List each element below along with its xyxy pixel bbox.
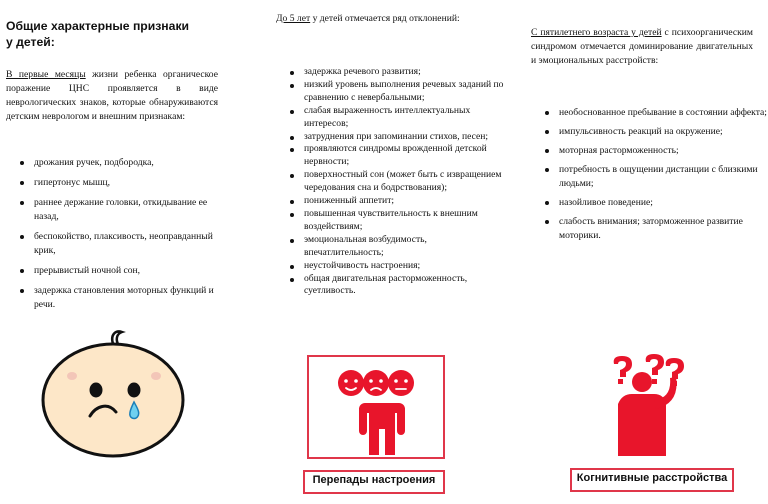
list-item: необоснованное пребывание в состоянии аффекта; xyxy=(559,106,768,120)
mood-swings-caption-text: Перепады настроения xyxy=(312,474,436,486)
heading-line-1: Общие характерные признаки xyxy=(6,19,190,33)
column1-intro xyxy=(6,68,218,124)
crying-baby-face-icon xyxy=(38,320,188,460)
list-item: неустойчивость настроения; xyxy=(304,260,504,273)
mood-swings-picture-frame xyxy=(307,355,445,459)
column1-heading xyxy=(6,18,221,50)
column3-list xyxy=(535,106,768,248)
list-item: потребность в ощущении дистанции с близкими людьми; xyxy=(559,163,768,191)
list-item: общая двигательная расторможенность, суетливость. xyxy=(304,273,504,299)
list-item: повышенная чувствительность к внешним воздействиям; xyxy=(304,208,504,234)
cognitive-disorders-caption-text: Когнитивные расстройства xyxy=(576,472,728,484)
list-item: раннее держание головки, откидывание ее назад, xyxy=(34,196,230,224)
mood-swings-faces-icon xyxy=(309,357,443,457)
list-item: моторная расторможенность; xyxy=(559,144,768,158)
list-item: задержка становления моторных функций и речи. xyxy=(34,284,230,312)
list-item: гипертонус мышц, xyxy=(34,176,230,190)
column1-intro-text: жизни ребенка органическое поражение ЦНС проявляется в виде неврологических знаков, которые обнаруживаются детским неврологом и внешним признакам: xyxy=(6,69,218,122)
column1-intro-underlined: В первые месяцы xyxy=(6,69,86,80)
cognitive-disorders-caption xyxy=(570,468,734,492)
heading-line-2: у детей: xyxy=(6,35,55,49)
list-item: эмоциональная возбудимость, впечатлительность; xyxy=(304,234,504,260)
list-item: слабая выраженность интеллектуальных интересов; xyxy=(304,105,504,131)
list-item: пониженный аппетит; xyxy=(304,195,504,208)
list-item: назойливое поведение; xyxy=(559,196,768,210)
confused-person-question-marks-icon xyxy=(590,352,700,462)
column3-intro-underlined: С пятилетнего возраста у детей xyxy=(531,27,662,38)
list-item: импульсивность реакций на окружение; xyxy=(559,125,768,139)
list-item: слабость внимания; заторможенное развитие моторики. xyxy=(559,215,768,243)
column2-intro xyxy=(276,12,482,26)
list-item: задержка речевого развития; xyxy=(304,66,504,79)
column3-intro xyxy=(531,26,753,68)
column2-list xyxy=(280,66,504,298)
mood-swings-caption xyxy=(303,470,445,494)
list-item: затруднения при запоминании стихов, песен; xyxy=(304,131,504,144)
list-item: поверхностный сон (может быть с извращением чередования сна и бодрствования); xyxy=(304,169,504,195)
list-item: прерывистый ночной сон, xyxy=(34,264,230,278)
list-item: беспокойство, плаксивость, неоправданный крик, xyxy=(34,230,230,258)
list-item: дрожания ручек, подбородка, xyxy=(34,156,230,170)
column2-intro-underlined: До 5 лет xyxy=(276,13,311,24)
column1-list xyxy=(10,156,230,318)
column3-intro-text: с психоорганическим синдромом отмечается доминирование двигательных и эмоциональных расстройств: xyxy=(531,27,753,66)
list-item: низкий уровень выполнения речевых заданий по сравнению с невербальными; xyxy=(304,78,504,103)
list-item: проявляются синдромы врожденной детской нервности; xyxy=(304,143,504,169)
column2-intro-text: у детей отмечается ряд отклонений: xyxy=(310,13,460,24)
